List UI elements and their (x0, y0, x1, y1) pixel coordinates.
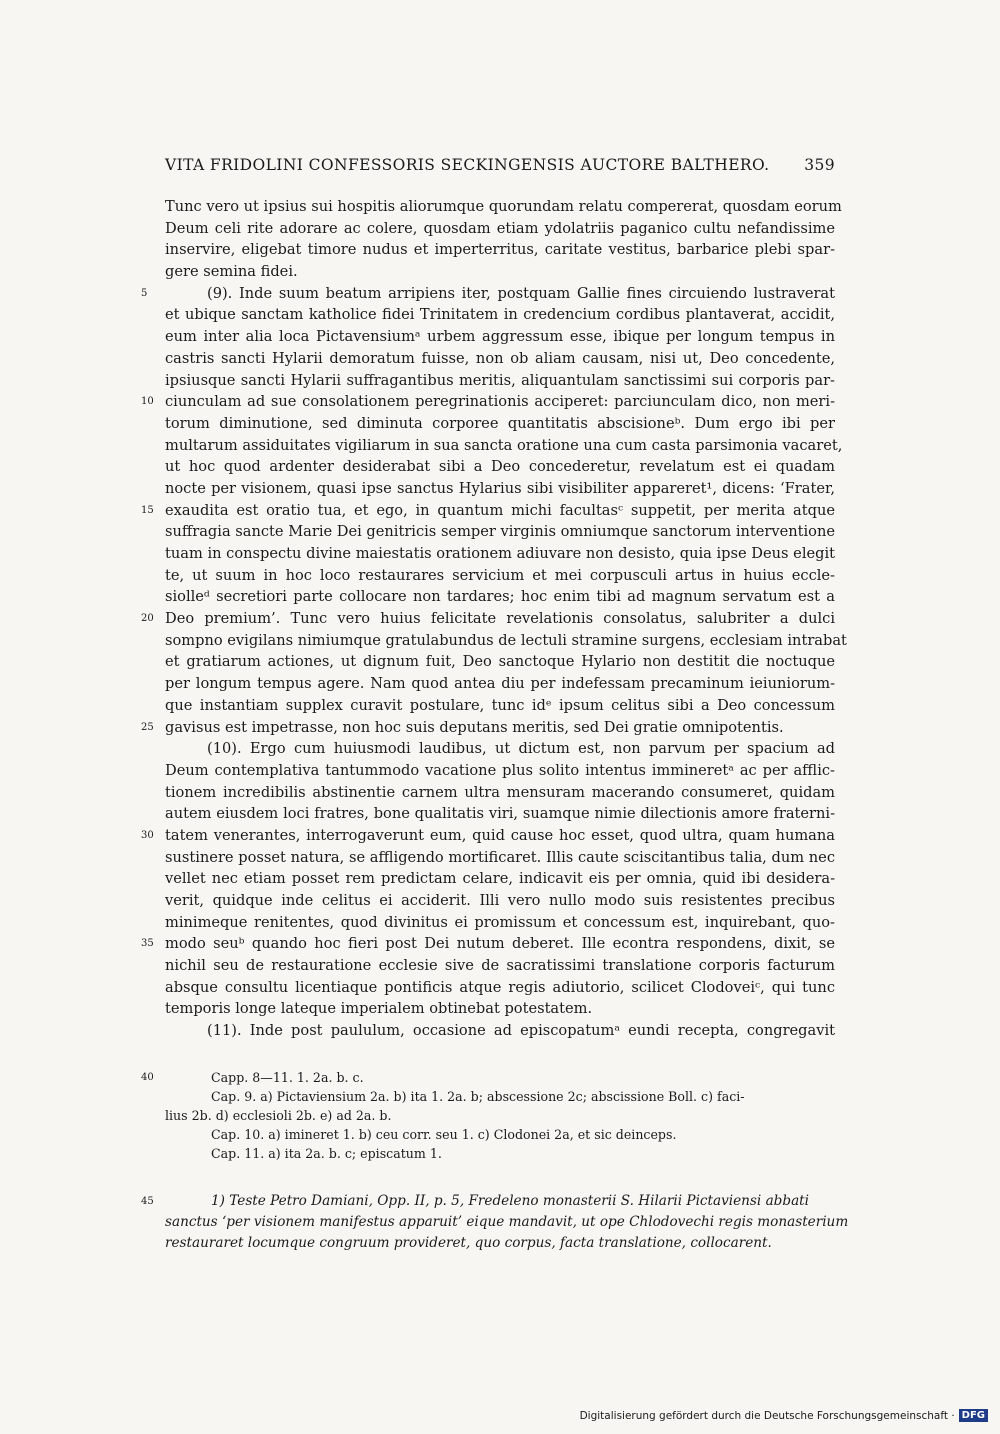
line-text: gavisus est impetrasse, non hoc suis deputans meritis, sed Dei gratie omnipotentis. (165, 718, 784, 736)
line-text: gere semina fidei. (165, 263, 298, 281)
line-text: Capp. 8—11. 1. 2a. b. c. (211, 1070, 364, 1085)
text-line (165, 782, 835, 804)
line-text: que instantiam supplex curavit postulare, tunc idᵉ ipsum celitus sibi a Deo concessum (165, 696, 835, 714)
line-number: 35 (141, 938, 154, 950)
line-text: absque consultu licentiaque pontificis atque regis adiutorio, scilicet Clodoveiᶜ, qui tunc (165, 978, 835, 996)
running-header (165, 156, 835, 174)
text-line (165, 565, 835, 587)
text-line (165, 478, 835, 500)
line-text: ciunculam ad sue consolationem peregrinationis acciperet: parciunculam dico, non meri- (165, 393, 835, 411)
line-text: et gratiarum actiones, ut dignum fuit, Deo sanctoque Hylario non destitit die noctuque (165, 653, 835, 671)
critical-apparatus (141, 1068, 835, 1163)
line-text: verit, quidque inde celitus ei acciderit. Illi vero nullo modo suis resistentes precibus (165, 892, 835, 909)
footnote-line (165, 1212, 849, 1233)
line-text: Cap. 10. a) imineret 1. b) ceu corr. seu 1. c) Clodonei 2a, et sic deinceps. (211, 1127, 677, 1142)
apparatus-line (165, 1087, 835, 1106)
line-text: inservire, eligebat timore nudus et imperterritus, caritate vestitus, barbarice plebi spar- (165, 241, 835, 259)
line-text: et ubique sanctam katholice fidei Trinitatem in credencium cordibus plantaverat, accidit, (165, 306, 835, 324)
text-line (141, 717, 835, 739)
line-text: te, ut suum in hoc loco restaurares servicium et mei corpusculi artus in huius eccle- (165, 566, 835, 584)
text-line (165, 370, 835, 392)
footnote-line (165, 1233, 835, 1254)
line-text: restauraret locumque congruum provideret, quo corpus, facta translatione, collocarent. (165, 1235, 772, 1251)
line-text: temporis longe lateque imperialem obtinebat potestatem. (165, 1000, 593, 1018)
line-text: tionem incredibilis abstinentie carnem ultra mensuram macerando consumeret, quidam (165, 783, 835, 801)
footnotes (141, 1191, 849, 1254)
line-text: lius 2b. d) ecclesioli 2b. e) ad 2a. b. (165, 1108, 392, 1123)
text-line (141, 825, 835, 847)
line-text: nichil seu de restauratione ecclesie sive de sacratissimi translatione corporis facturum (165, 957, 835, 975)
line-text: Deum celi rite adorare ac colere, quosdam etiam ydolatriis paganico cultu nefandissime (165, 219, 835, 237)
line-text: (11). Inde post paululum, occasione ad episcopatumᵃ eundi recepta, congregavit (207, 1022, 835, 1040)
text-line (165, 521, 835, 543)
text-line (165, 196, 842, 218)
text-line (165, 456, 835, 478)
text-line (165, 261, 835, 283)
line-text: Deum contemplativa tantummodo vacatione plus solito intentus immineretᵃ ac per afflic- (165, 761, 835, 779)
text-line (165, 760, 835, 782)
dfg-logo: DFG (959, 1409, 988, 1422)
line-number: 30 (141, 829, 154, 841)
text-line (141, 933, 835, 955)
line-text: torum diminutione, sed diminuta corporee quantitatis abscisioneᵇ. Dum ergo ibi per (165, 414, 835, 432)
line-text: siolleᵈ secretiori parte collocare non tardares; hoc enim tibi ad magnum servatum est a (165, 588, 835, 606)
line-text: (9). Inde suum beatum arripiens iter, postquam Gallie fines circuiendo lustraverat (207, 284, 835, 302)
digitization-credit (580, 1409, 988, 1422)
line-number: 40 (141, 1072, 154, 1083)
line-text: 1) Teste Petro Damiani, Opp. II, p. 5, Fredeleno monasterii S. Hilarii Pictaviensi abbati (211, 1193, 809, 1209)
text-line (165, 847, 835, 869)
text-line (165, 586, 835, 608)
text-line (165, 673, 835, 695)
line-text: Cap. 9. a) Pictaviensium 2a. b) ita 1. 2a. b; abscessione 2c; abscissione Boll. c) faci- (211, 1089, 745, 1104)
text-line (165, 738, 835, 760)
line-text: ut hoc quod ardenter desiderabat sibi a Deo concederetur, revelatum est ei quadam (165, 458, 835, 476)
line-text: (10). Ergo cum huiusmodi laudibus, ut dictum est, non parvum per spacium ad (207, 740, 835, 758)
line-text: sompno evigilans nimiumque gratulabundus de lectuli stramine surgens, ecclesiam intrabat (165, 631, 847, 649)
apparatus-line (141, 1068, 835, 1087)
line-number: 10 (141, 396, 154, 408)
line-text: sustinere posset natura, se affligendo mortificaret. Illis caute sciscitantibus talia, dum nec (165, 848, 835, 866)
apparatus-line (165, 1106, 835, 1125)
text-line (165, 304, 835, 326)
line-text: sanctus ‘per visionem manifestus apparuit’ eique mandavit, ut ope Chlodovechi regis monasterium (165, 1214, 849, 1230)
line-text: tuam in conspectu divine maiestatis orationem adiuvare non desisto, quia ipse Deus elegit (165, 545, 835, 562)
text-line (165, 239, 835, 261)
text-line (165, 413, 835, 435)
line-number: 15 (141, 504, 154, 516)
line-text: Tunc vero ut ipsius sui hospitis aliorumque quorundam relatu compererat, quosdam eorum (165, 198, 842, 215)
line-text: exaudita est oratio tua, et ego, in quantum michi facultasᶜ suppetit, per merita atque (165, 501, 835, 519)
notes-section (141, 1068, 849, 1254)
line-text: Cap. 11. a) ita 2a. b. c; episcatum 1. (211, 1146, 442, 1161)
text-line (141, 500, 835, 522)
line-text: ipsiusque sancti Hylarii suffragantibus meritis, aliquantulam sanctissimi sui corporis par- (165, 371, 835, 389)
text-line (165, 543, 835, 565)
text-line (165, 890, 835, 912)
line-text: vellet nec etiam posset rem predictam celare, indicavit eis per omnia, quid ibi desidera- (165, 870, 835, 888)
apparatus-line (165, 1125, 835, 1144)
line-number: 25 (141, 721, 154, 733)
line-text: Deo premium’. Tunc vero huius felicitate revelationis consolatus, salubriter a dulci (165, 610, 835, 628)
line-text: tatem venerantes, interrogaverunt eum, quid cause hoc esset, quod ultra, quam humana (165, 826, 835, 844)
text-line (165, 868, 835, 890)
line-text: autem eiusdem loci fratres, bone qualitatis viri, suamque nimie dilectionis amore fraterni- (165, 805, 835, 823)
header-title: VITA FRIDOLINI CONFESSORIS SECKINGENSIS AUCTORE BALTHERO. (165, 156, 770, 174)
text-line (141, 283, 835, 305)
line-text: nocte per visionem, quasi ipse sanctus Hylarius sibi visibiliter appareret¹, dicens: ‘Frater, (165, 479, 835, 497)
text-line (165, 651, 835, 673)
text-line (165, 630, 847, 652)
text-line (165, 803, 835, 825)
credit-text: Digitalisierung gefördert durch die Deutsche Forschungsgemeinschaft · (579, 1409, 955, 1422)
text-line (165, 955, 835, 977)
text-line (141, 391, 835, 413)
main-text (141, 196, 847, 1042)
text-line (165, 912, 835, 934)
text-line (141, 608, 835, 630)
line-text: castris sancti Hylarii demoratum fuisse, non ob aliam causam, nisi ut, Deo concedente, (165, 349, 835, 367)
text-line (165, 998, 835, 1020)
text-line (165, 435, 843, 457)
line-text: suffragia sancte Marie Dei genitricis semper virginis omniumque sanctorum interventione (165, 523, 835, 541)
text-line (165, 695, 835, 717)
line-number: 20 (141, 613, 154, 625)
line-number: 45 (141, 1196, 154, 1207)
text-line (165, 1020, 835, 1042)
footnote-line (141, 1191, 835, 1212)
apparatus-line (165, 1144, 835, 1163)
line-text: minimeque renitentes, quod divinitus ei promissum et concessum est, inquirebant, quo- (165, 913, 835, 931)
text-line (165, 348, 835, 370)
text-line (165, 977, 835, 999)
line-text: per longum tempus agere. Nam quod antea diu per indefessam precaminum ieiuniorum- (165, 675, 835, 693)
text-line (165, 218, 835, 240)
line-text: multarum assiduitates vigiliarum in sua sancta oratione una cum casta parsimonia vacaret, (165, 436, 843, 454)
page-number: 359 (804, 156, 835, 174)
text-line (165, 326, 835, 348)
line-number: 5 (141, 287, 148, 299)
line-text: eum inter alia loca Pictavensiumᵃ urbem aggressum esse, ibique per longum tempus in (165, 328, 835, 346)
line-text: modo seuᵇ quando hoc fieri post Dei nutum deberet. Ille econtra respondens, dixit, se (165, 935, 835, 953)
